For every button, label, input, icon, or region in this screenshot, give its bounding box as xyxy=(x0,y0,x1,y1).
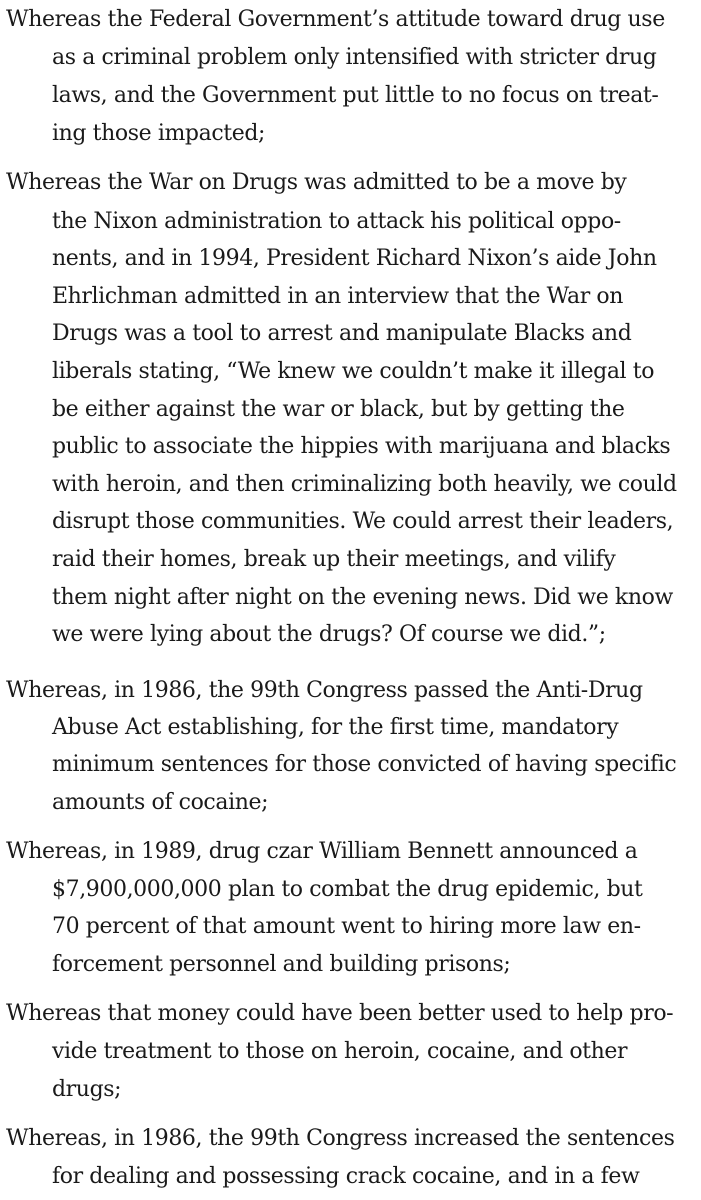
clause-line: Whereas that money could have been better used to help pro- xyxy=(6,1001,674,1026)
clause-line: minimum sentences for those convicted of having specific xyxy=(52,752,677,777)
clause-line: Drugs was a tool to arrest and manipulate Blacks and xyxy=(52,321,632,346)
clause-line: the Nixon administration to attack his political oppo- xyxy=(52,209,621,234)
clause-line: Whereas, in 1989, drug czar William Bennett announced a xyxy=(6,839,638,864)
clause-line: be either against the war or black, but by getting the xyxy=(52,397,625,422)
clause-line: laws, and the Government put little to no focus on treat- xyxy=(52,83,659,108)
clause-line: liberals stating, “We knew we couldn’t make it illegal to xyxy=(52,359,655,384)
clause-line: ing those impacted; xyxy=(52,121,266,146)
clause-line: Whereas the Federal Government’s attitude toward drug use xyxy=(6,7,665,32)
clause-line: raid their homes, break up their meetings, and vilify xyxy=(52,547,616,572)
clause-line: 70 percent of that amount went to hiring more law en- xyxy=(52,914,641,939)
clause-line: Whereas, in 1986, the 99th Congress passed the Anti-Drug xyxy=(6,678,643,703)
clause-line: amounts of cocaine; xyxy=(52,790,269,815)
clause-line: for dealing and possessing crack cocaine, and in a few xyxy=(52,1164,640,1189)
clause-line: forcement personnel and building prisons; xyxy=(52,952,511,977)
clause-line: as a criminal problem only intensified with stricter drug xyxy=(52,45,657,70)
clause-line: drugs; xyxy=(52,1077,122,1102)
clause-line: Ehrlichman admitted in an interview that the War on xyxy=(52,284,624,309)
clause-line: public to associate the hippies with marijuana and blacks xyxy=(52,434,671,459)
clause-line: with heroin, and then criminalizing both heavily, we could xyxy=(52,472,677,497)
clause-line: them night after night on the evening news. Did we know xyxy=(52,585,673,610)
clause-line: nents, and in 1994, President Richard Nixon’s aide John xyxy=(52,246,657,271)
clause-line: disrupt those communities. We could arrest their leaders, xyxy=(52,509,674,534)
clause-line: Whereas the War on Drugs was admitted to be a move by xyxy=(6,170,627,195)
clause-line: Whereas, in 1986, the 99th Congress increased the sentences xyxy=(6,1126,675,1151)
clause-line: vide treatment to those on heroin, cocaine, and other xyxy=(52,1039,628,1064)
clause-line: $7,900,000,000 plan to combat the drug epidemic, but xyxy=(52,877,643,902)
clause-line: Abuse Act establishing, for the first time, mandatory xyxy=(52,715,619,740)
clause-line: we were lying about the drugs? Of course we did.”; xyxy=(52,622,606,647)
